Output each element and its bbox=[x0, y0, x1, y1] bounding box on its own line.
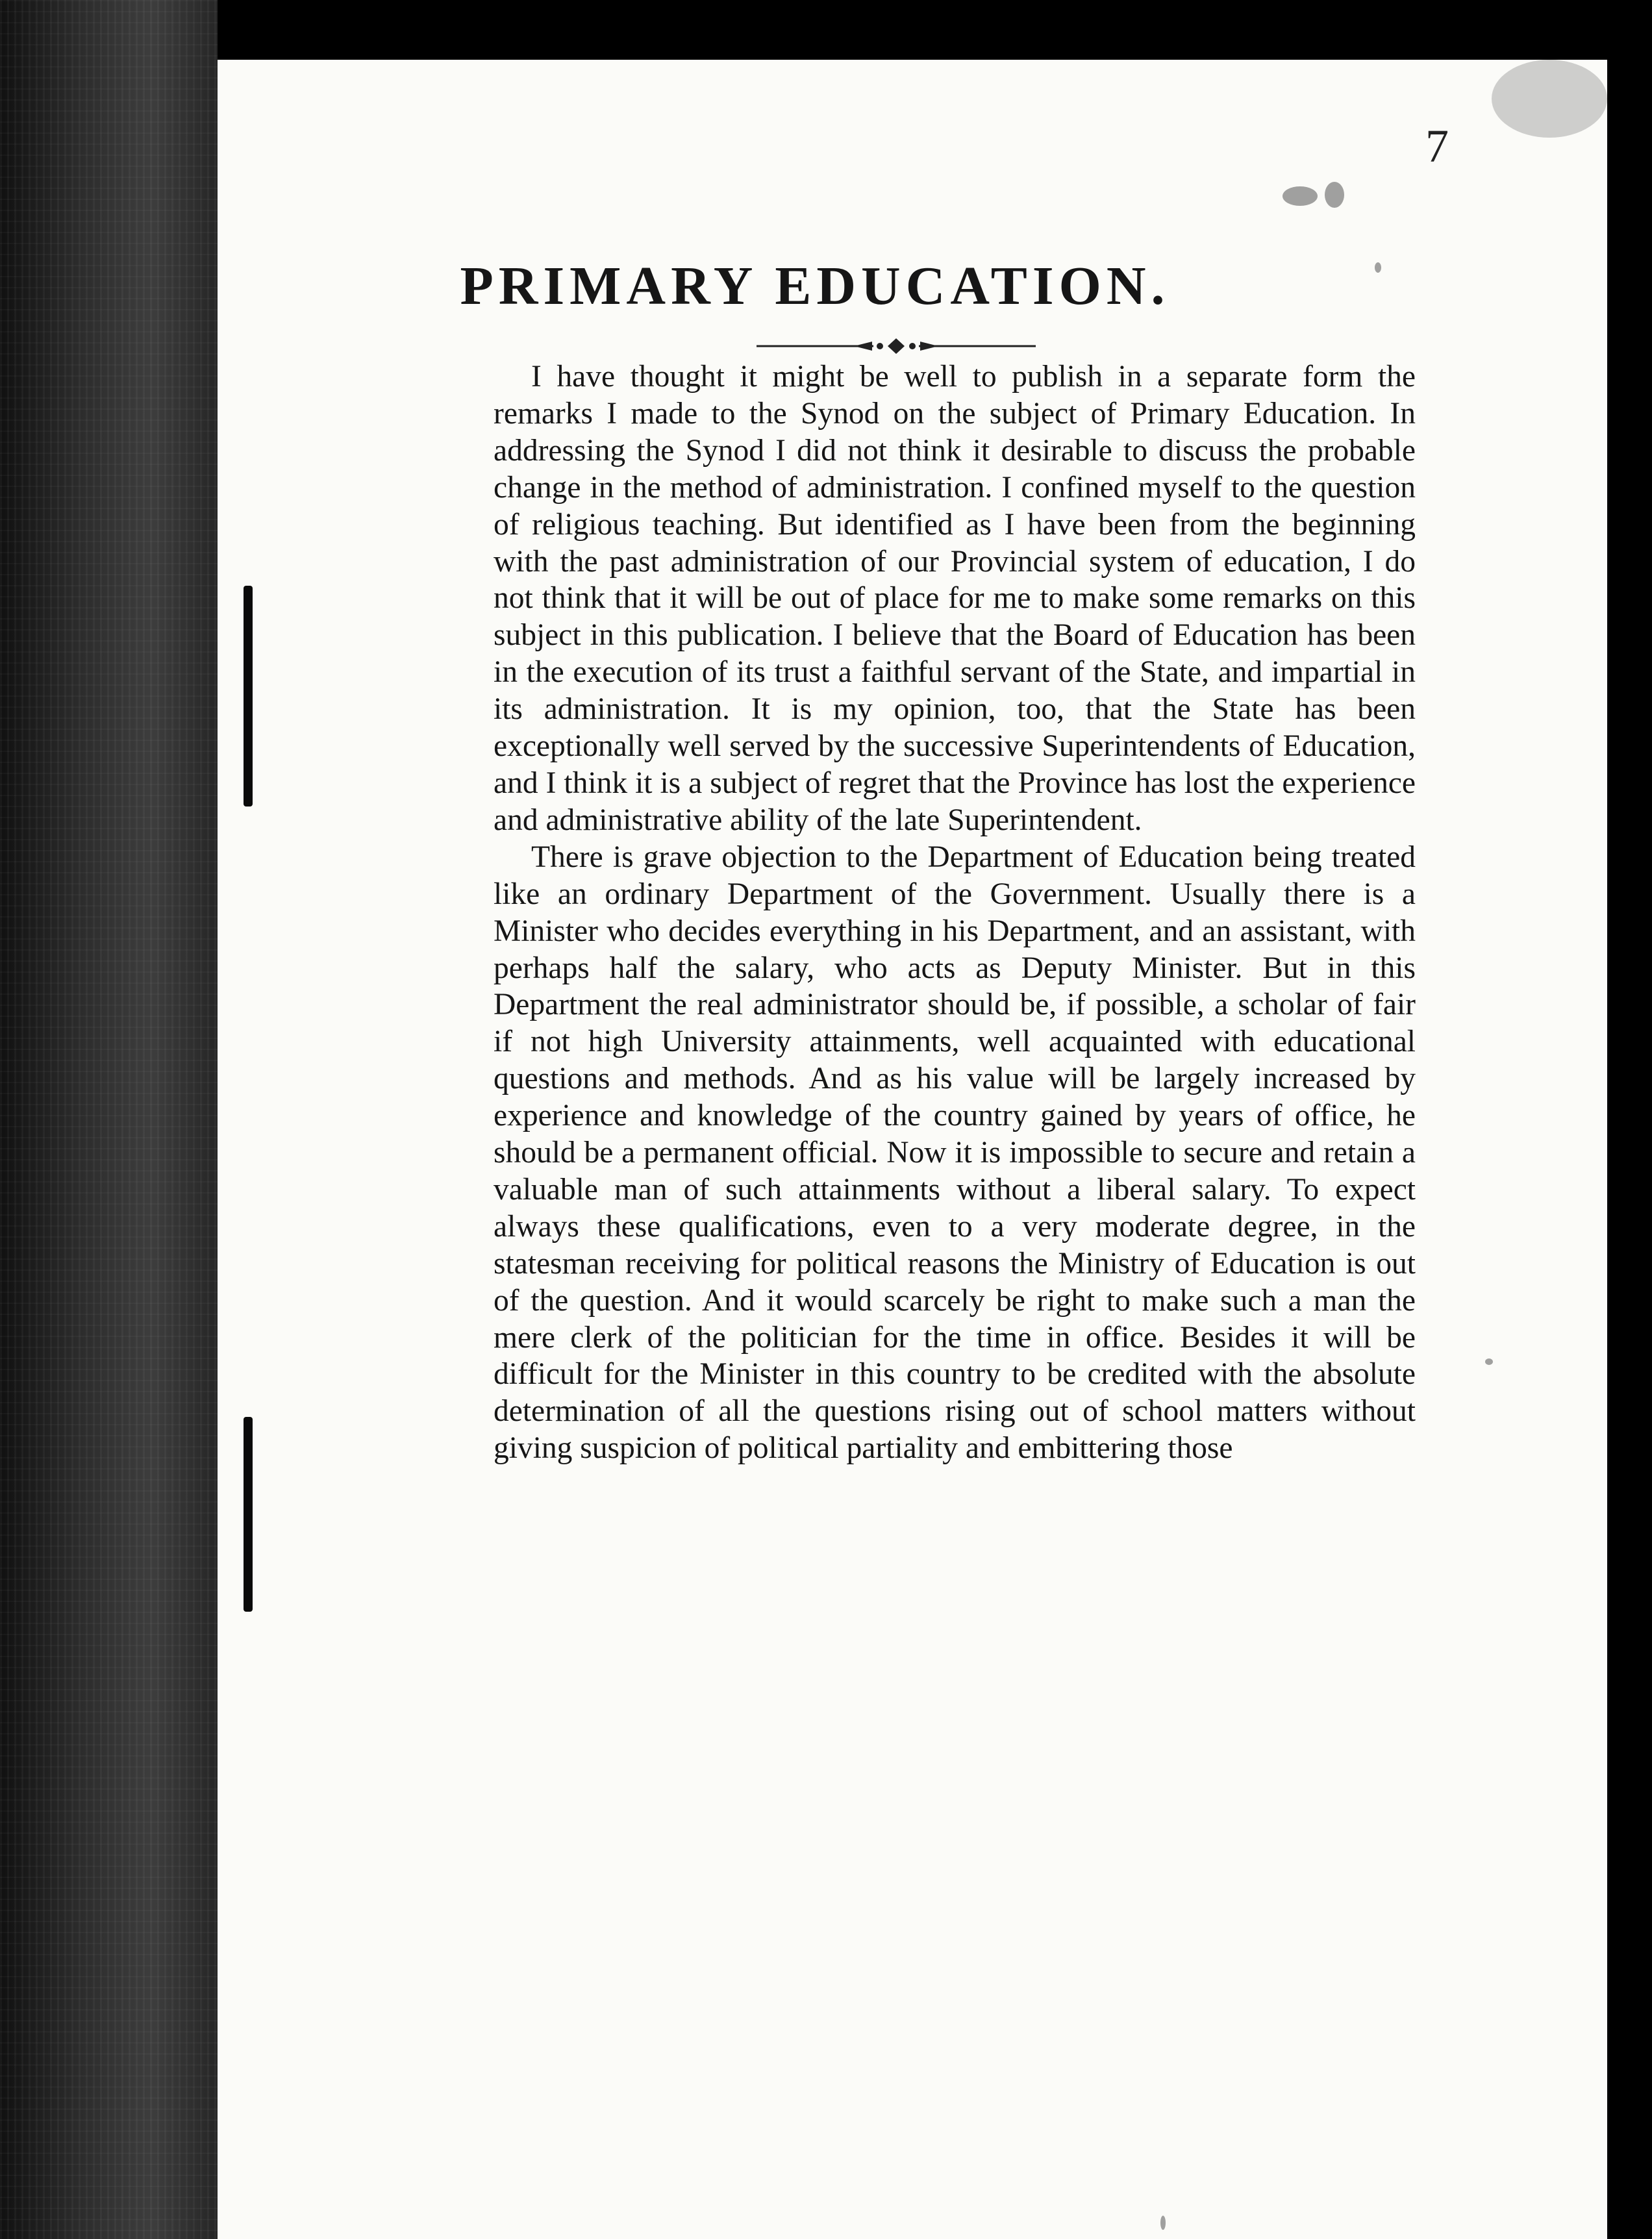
page-number: 7 bbox=[1425, 120, 1449, 172]
binding-margin-mark bbox=[244, 1417, 253, 1612]
ink-smudge bbox=[1325, 182, 1344, 208]
page-title: PRIMARY EDUCATION. bbox=[460, 256, 1170, 316]
book-binding bbox=[0, 0, 218, 2239]
ink-smudge bbox=[1492, 60, 1607, 138]
paragraph: I have thought it might be well to publish in a separate form the remarks I made to the Synod on the subject of Primary Education. In addressing the Synod I did not think it desirable to discuss the probable change in the method of administration. I confined myself to the question of religious teaching. But identified as I have been from the beginning with the past administration of our Provincial system of education, I do not think that it will be out of place for me to make some remarks on this subject in this publication. I believe that the Board of Education has been in the execution of its trust a faithful servant of the State, and impartial in its administration. It is my opinion, too, that the State has been exceptionally well served by the successive Superintendents of Education, and I think it is a subject of regret that the Province has lost the experience and administrative ability of the late Superintendent. bbox=[494, 360, 1416, 837]
ink-smudge bbox=[1283, 186, 1318, 206]
body-text bbox=[494, 358, 1416, 1467]
binding-margin-mark bbox=[244, 586, 253, 807]
ink-smudge bbox=[1160, 2216, 1166, 2230]
ink-smudge bbox=[1485, 1358, 1493, 1365]
diamond-rule-ornament bbox=[757, 336, 1036, 356]
document-page bbox=[218, 60, 1607, 2239]
paragraph: There is grave objection to the Department of Education being treated like an ordinary Department of the Government. Usually there is a Minister who decides everything in his Department, and an assistant, with perhaps half the salary, who acts as Deputy Minister. But in this Department the real administrator should be, if possible, a scholar of fair if not high University attainments, well acquainted with educational questions and methods. And as his value will be largely increased by experience and knowledge of the country gained by years of office, he should be a permanent official. Now it is impossible to secure and retain a valuable man of such attainments without a liberal salary. To expect always these qualifications, even to a very moderate degree, in the statesman receiving for political reasons the Ministry of Education is out of the question. And it would scarcely be right to make such a man the mere clerk of the politician for the time in office. Besides it will be difficult for the Minister in this country to be credited with the absolute determination of all the questions rising out of school matters without giving suspicion of political partiality and embittering those bbox=[494, 840, 1416, 1466]
